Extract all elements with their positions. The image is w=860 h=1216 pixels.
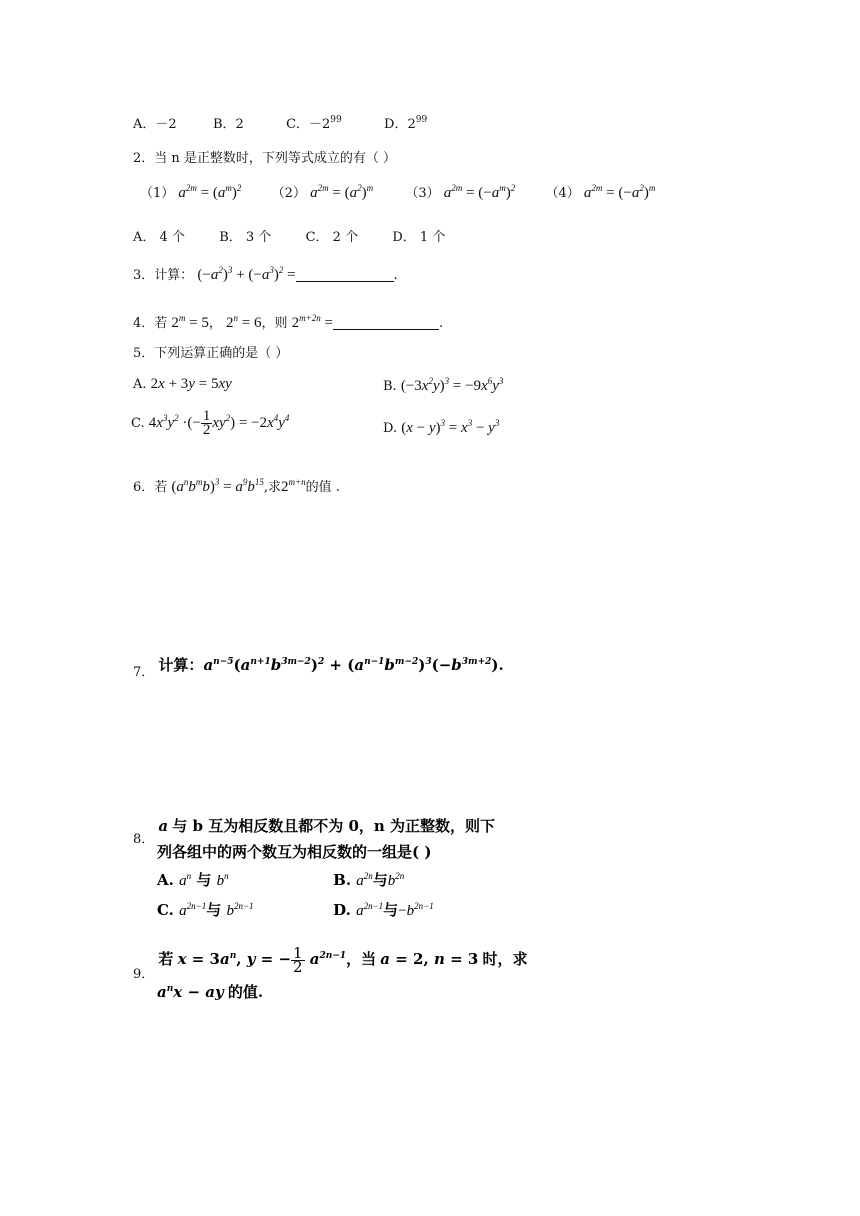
q7-number: 7．: [133, 665, 155, 680]
q8-stem-line-2: 列各组中的两个数互为相反数的一组是( ): [157, 843, 432, 861]
q7-formula: $a^{n-5}(a^{n+1}b^{3m-2})^2 + (a^{n-1}b^{m-2})^3(-b^{3m+2})$.: [203, 656, 504, 674]
q3-formula: $(-a^2)^3 + (-a^3)^2$ =: [197, 265, 296, 283]
q4-then: ，则: [261, 316, 288, 331]
q5-option-a-label: A.: [133, 377, 147, 392]
q9-line-1: [133, 942, 528, 982]
q9-mid: ，当: [346, 950, 377, 968]
q2-items: [140, 182, 655, 202]
q5-option-b-label: B.: [383, 379, 397, 394]
q5-option-c-formula: $4x^3y^2$ ·(− $\frac{1}{2}$ $xy^2) = -2x^4y^4$: [148, 408, 290, 438]
q5-option-d-formula: $(x - y)^3 = x^3 - y^3$: [401, 418, 500, 436]
q2-item-2-label: （2）: [271, 186, 306, 201]
q4-condition-1: 2$^m$ = 5: [171, 313, 209, 331]
q6-suffix: 的值 .: [305, 480, 340, 495]
q1-option-c: C．$-2^{99}$: [286, 115, 342, 132]
q8-options-row-1: [133, 864, 495, 894]
q8-number: 8．: [133, 832, 155, 847]
q8-stem-line-1: [133, 814, 496, 847]
q3: [133, 264, 398, 284]
q3-prefix: 3．计算：: [133, 268, 194, 283]
q4: [133, 312, 443, 332]
q4-condition-2: 2$^n$ = 6: [226, 313, 262, 331]
q5-option-d: [383, 418, 499, 437]
q4-target: $2^{m+2n}$ =: [291, 313, 333, 331]
q1-options: [133, 113, 427, 132]
q9: [133, 942, 527, 1008]
q3-answer-blank[interactable]: [296, 267, 394, 282]
q9-prefix: 若: [158, 950, 174, 968]
q5-stem: 5．下列运算正确的是（ ）: [133, 346, 289, 361]
q7: [133, 654, 504, 680]
q6: [133, 476, 340, 496]
q4-suffix: .: [438, 316, 444, 331]
q5-option-c: [131, 410, 289, 437]
q9-number: 9．: [133, 967, 155, 982]
q2-option-b: B． 3 个: [219, 230, 272, 245]
q8-stem-text-1: 与 b 互为相反数且都不为 0，n 为正整数，则下: [172, 817, 496, 835]
q2-option-d: D． 1 个: [392, 230, 446, 245]
q2-options: [133, 226, 445, 245]
q6-target: $2^{m+n}$: [281, 477, 306, 495]
q9-formula-1: $x = 3a^n$, y = − $\frac{1}{2}$ $a^{2n-1}$: [177, 943, 347, 976]
q2-stem: 2．当 n 是正整数时，下列等式成立的有（ ）: [133, 151, 397, 166]
q7-label: 计算：: [158, 656, 204, 674]
q1-option-a: A．－2: [133, 117, 177, 132]
q9-line-2: [133, 975, 527, 1008]
q2-item-4-label: （4）: [545, 186, 580, 201]
q8-option-c: C. $a^{2n-1}$与 $b^{2n-1}$: [157, 901, 254, 919]
q8-option-d: D. $a^{2n-1}$与$-b^{2n-1}$: [333, 901, 434, 919]
q8-stem-var-a: a: [158, 817, 169, 835]
q2-item-1-label: （1）: [140, 186, 175, 201]
q2-item-3-label: （3）: [405, 186, 440, 201]
q5-option-d-label: D.: [383, 421, 398, 436]
q2-item-2-formula: $a^{2m} = (a^2)^m$: [310, 183, 374, 201]
q8-options-row-2: [133, 894, 495, 924]
q9-suffix: 时，求: [482, 950, 528, 968]
q9-formula-2: $a^nx$ − ay: [157, 983, 224, 1001]
q3-suffix: .: [393, 268, 398, 283]
q9-condition: a = 2, n = 3: [380, 950, 479, 968]
q1-option-d: D．$2^{99}$: [384, 115, 428, 132]
q9-line-2-suffix: 的值.: [227, 983, 264, 1001]
q5-option-b: [383, 376, 503, 395]
q5-option-c-label: C.: [131, 415, 145, 431]
q6-formula: $(a^nb^mb)^3 = a^9b^{15}$: [171, 477, 264, 495]
q5-option-a: [133, 376, 232, 393]
q4-separator: ，: [208, 316, 222, 331]
q8-option-a: A. $a^n$ 与 $b^n$: [157, 871, 229, 889]
q5-option-a-formula: 2x + 3y = 5xy: [150, 376, 232, 392]
q6-prefix: 6．若: [133, 480, 168, 495]
q4-answer-blank[interactable]: [333, 315, 439, 330]
q6-mid: ,求: [263, 480, 282, 495]
q8: [133, 814, 495, 924]
q2-item-4-formula: $a^{2m} = (-a^2)^m$: [583, 183, 656, 201]
q2-option-a: A． 4 个: [133, 230, 185, 245]
q4-prefix: 4．若: [133, 316, 168, 331]
q1-option-b: B．2: [212, 117, 244, 132]
q2-item-3-formula: $a^{2m} = (-a^m)^2$: [443, 183, 516, 201]
q8-option-b: B. $a^{2n}$与$b^{2n}$: [333, 871, 405, 889]
q2-item-1-formula: $a^{2m} = (a^m)^2$: [178, 183, 242, 201]
q2-option-c: C． 2 个: [305, 230, 359, 245]
q5-option-b-formula: $(-3x^2y)^3 = -9x^6y^3$: [400, 376, 504, 394]
